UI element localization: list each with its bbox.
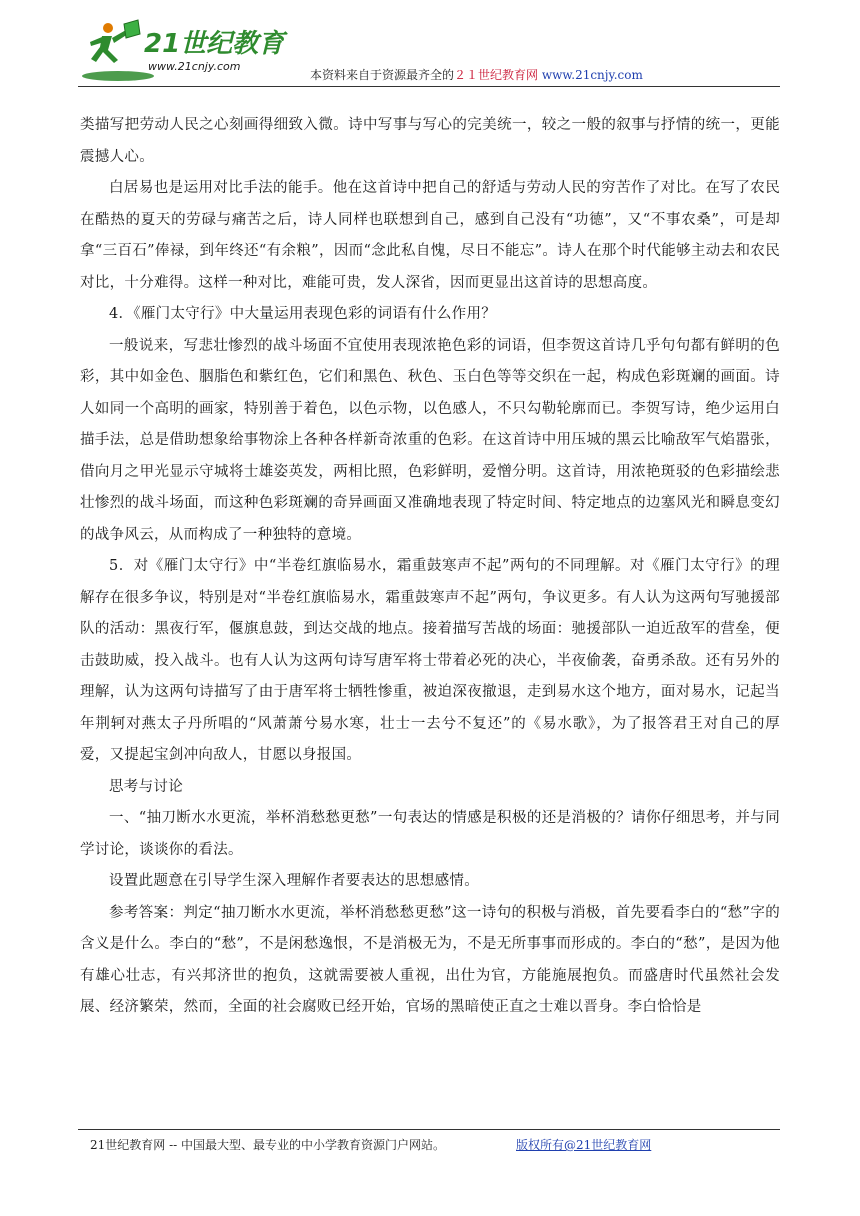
page-footer <box>90 1136 770 1153</box>
question-heading: 5．对《雁门太守行》中“半卷红旗临易水，霜重鼓寒声不起”两句的不同理解。对《雁门太守行》的理解存在很多争议，特别是对“半卷红旗临易水，霜重鼓寒声不起”两句，争议更多。有人认为这两句写驰援部队的活动：黑夜行军，偃旗息鼓，到达交战的地点。接着描写苦战的场面：驰援部队一迫近敌军的营垒，便击鼓助威，投入战斗。也有人认为这两句诗写唐军将士带着必死的决心，半夜偷袭，奋勇杀敌。还有另外的理解，认为这两句诗描写了由于唐军将士牺牲惨重，被迫深夜撤退，走到易水这个地方，面对易水，记起当年荆轲对燕太子丹所唱的“风萧萧兮易水寒，壮士一去兮不复还”的《易水歌》，为了报答君王对自己的厚爱，又提起宝剑冲向敌人，甘愿以身报国。 <box>80 558 780 763</box>
header-site-name: ２１世纪教育网 <box>454 68 539 82</box>
question-heading: 一、“抽刀断水水更流，举杯消愁愁更愁”一句表达的情感是积极的还是消极的？请你仔细思考，并与同学讨论，谈谈你的看法。 <box>80 810 780 858</box>
page-header <box>78 14 780 84</box>
footer-text: 21世纪教育网 -- 中国最大型、最专业的中小学教育资源门户网站。 <box>90 1138 446 1152</box>
question-heading: 4．《雁门太守行》中大量运用表现色彩的词语有什么作用？ <box>109 306 497 322</box>
section-heading: 思考与讨论 <box>109 778 183 795</box>
logo-text: 21世纪教育 <box>144 29 285 59</box>
footer-divider <box>78 1129 780 1130</box>
header-site-url[interactable]: www.21cnjy.com <box>541 68 643 82</box>
paragraph: 一般说来，写悲壮惨烈的战斗场面不宜使用表现浓艳色彩的词语，但李贺这首诗几乎句句都有鲜明的色彩，其中如金色、胭脂色和紫红色，它们和黑色、秋色、玉白色等等交织在一起，构成色彩斑斓的画面。诗人如同一个高明的画家，特别善于着色，以色示物，以色感人，不只勾勒轮廓而已。李贺写诗，绝少运用白描手法，总是借助想象给事物涂上各种各样新奇浓重的色彩。在这首诗中用压城的黑云比喻敌军气焰嚣张，借向月之甲光显示守城将士雄姿英发，两相比照，色彩鲜明，爱憎分明。这首诗，用浓艳斑驳的色彩描绘悲壮惨烈的战斗场面，而这种色彩斑斓的奇异画面又准确地表现了特定时间、特定地点的边塞风光和瞬息变幻的战争风云，从而构成了一种独特的意境。 <box>80 337 780 543</box>
footer-copyright-link[interactable]: 版权所有@21世纪教育网 <box>516 1138 652 1152</box>
paragraph: 参考答案：判定“抽刀断水水更流，举杯消愁愁更愁”这一诗句的积极与消极，首先要看李白的“愁”字的含义是什么。李白的“愁”，不是闲愁逸恨，不是消极无为，不是无所事事而形成的。李白的“愁”，是因为他有雄心壮志，有兴邦济世的抱负，这就需要被人重视，出仕为官，方能施展抱负。而盛唐时代虽然社会发展、经济繁荣，然而，全面的社会腐败已经开始，官场的黑暗使正直之士难以晋身。李白恰恰是 <box>80 904 780 1015</box>
site-logo <box>78 14 288 84</box>
header-divider <box>78 86 780 87</box>
paragraph: 类描写把劳动人民之心刻画得细致入微。诗中写事与写心的完美统一，较之一般的叙事与抒情的统一，更能震撼人心。 <box>80 117 780 165</box>
header-source-prefix: 本资料来自于资源最齐全的 <box>310 68 455 82</box>
document-body <box>80 110 780 1024</box>
header-source-line <box>310 66 643 83</box>
logo-url: www.21cnjy.com <box>148 60 241 73</box>
paragraph: 白居易也是运用对比手法的能手。他在这首诗中把自己的舒适与劳动人民的穷苦作了对比。在写了农民在酷热的夏天的劳碌与痛苦之后，诗人同样也联想到自己，感到自己没有“功德”，又“不事农桑”，可是却拿“三百石”俸禄，到年终还“有余粮”，因而“念此私自愧，尽日不能忘”。诗人在那个时代能够主动去和农民对比，十分难得。这样一种对比，难能可贵，发人深省，因而更显出这首诗的思想高度。 <box>80 180 780 291</box>
paragraph: 设置此题意在引导学生深入理解作者要表达的思想感情。 <box>109 873 479 889</box>
